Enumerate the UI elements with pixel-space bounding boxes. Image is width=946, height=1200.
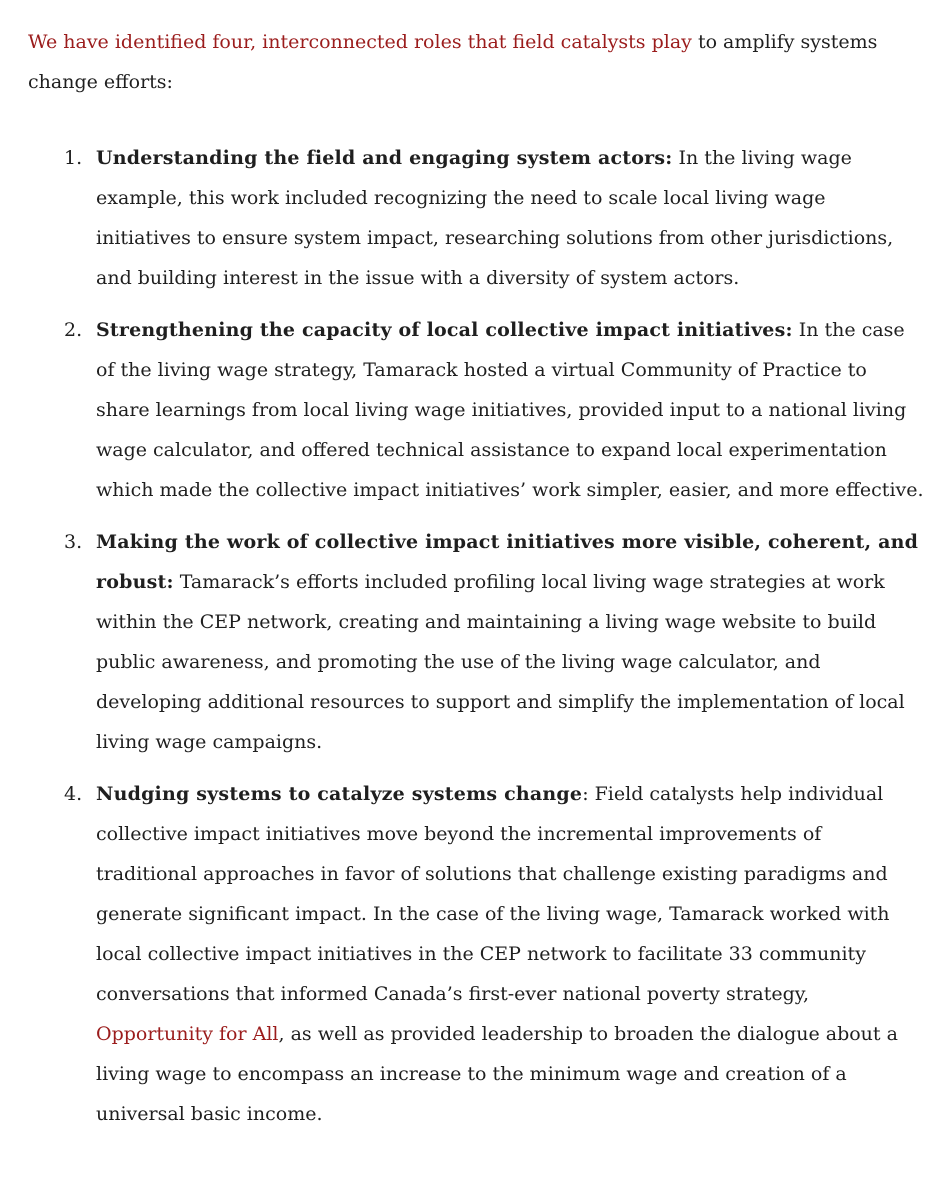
intro-paragraph bbox=[28, 22, 926, 102]
item-number: 3. bbox=[64, 531, 83, 553]
item-title: Making the work of collective impact initiatives more visible, coherent, and robust: bbox=[96, 531, 919, 593]
item-number: 2. bbox=[64, 319, 83, 341]
item-title: Strengthening the capacity of local collective impact initiatives: bbox=[96, 319, 793, 341]
item-number: 4. bbox=[64, 783, 83, 805]
item-body-end: , as well as provided leadership to broaden the dialogue about a living wage to encompass an increase to the minimum wage and creation of a universal basic income. bbox=[96, 1023, 898, 1125]
item-body: : Field catalysts help individual collective impact initiatives move beyond the incremental improvements of traditional approaches in favor of solutions that challenge existing paradigms and generate significant impact. In the case of the living wage, Tamarack worked with local collective impact initiatives in the CEP network to facilitate 33 community conversations that informed Canada’s first-ever national poverty strategy, bbox=[96, 783, 890, 1005]
intro-text: to amplify systems change efforts: bbox=[28, 31, 878, 93]
item-number: 1. bbox=[64, 147, 83, 169]
item-title: Nudging systems to catalyze systems change bbox=[96, 783, 583, 805]
item-body: In the living wage example, this work included recognizing the need to scale local living wage initiatives to ensure system impact, researching solutions from other jurisdictions, and building interest in the issue with a diversity of system actors. bbox=[96, 147, 894, 289]
roles-list bbox=[28, 138, 926, 1134]
opportunity-for-all-link[interactable]: Opportunity for All bbox=[96, 1023, 279, 1045]
list-item bbox=[28, 310, 926, 510]
item-title: Understanding the field and engaging system actors: bbox=[96, 147, 673, 169]
item-body: In the case of the living wage strategy, Tamarack hosted a virtual Community of Practice to share learnings from local living wage initiatives, provided input to a national living wage calculator, and offered technical assistance to expand local experimentation which made the collective impact initiatives’ work simpler, easier, and more effective. bbox=[96, 319, 924, 501]
item-body: Tamarack’s efforts included profiling local living wage strategies at work within the CEP network, creating and maintaining a living wage website to build public awareness, and promoting the use of the living wage calculator, and developing additional resources to support and simplify the implementation of local living wage campaigns. bbox=[96, 571, 905, 753]
list-item bbox=[28, 522, 926, 762]
roles-link[interactable]: We have identified four, interconnected roles that field catalysts play bbox=[28, 31, 692, 53]
list-item bbox=[28, 138, 926, 298]
list-item bbox=[28, 774, 926, 1134]
